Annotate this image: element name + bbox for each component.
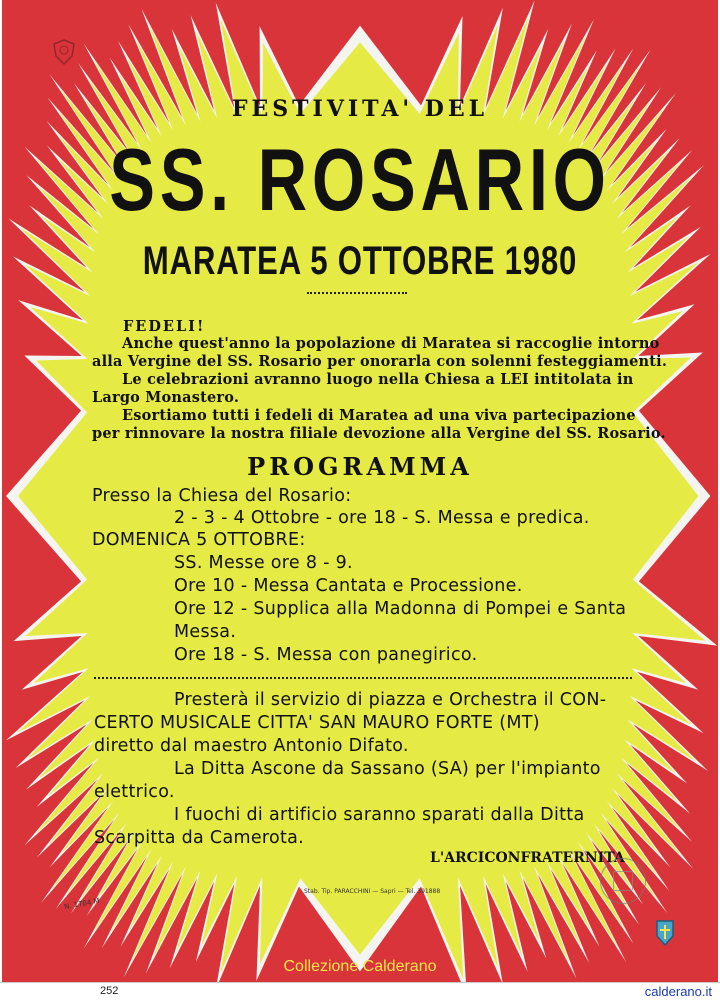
notes-line: La Ditta Ascone da Sassano (SA) per l'impianto: [174, 759, 601, 779]
program-line: SS. Messe ore 8 - 9.: [174, 553, 353, 573]
poster-title: SS. ROSARIO: [109, 130, 611, 229]
poster-kicker: FESTIVITA' DEL: [231, 96, 489, 122]
program-line: Ore 10 - Messa Cantata e Processione.: [174, 576, 523, 596]
collection-label: Collezione Calderano: [283, 958, 437, 975]
crest-icon: [654, 918, 676, 948]
intro-line: alla Vergine del SS. Rosario per onorarla con solenni festeggiamenti.: [92, 353, 668, 370]
poster-subtitle: MARATEA 5 OTTOBRE 1980: [142, 239, 578, 283]
program-line: Messa.: [174, 622, 237, 642]
title-divider: [307, 292, 407, 294]
notes-line: Scarpitta da Camerota.: [94, 828, 305, 848]
poster: [2, 0, 718, 982]
notes-line: elettrico.: [94, 782, 175, 802]
program-divider: [94, 677, 632, 679]
intro-line: Anche quest'anno la popolazione di Maratea si raccoglie intorno: [122, 335, 660, 352]
intro-line: Le celebrazioni avranno luogo nella Chiesa a LEI intitolata in: [122, 371, 634, 388]
program-line: Ore 12 - Supplica alla Madonna di Pompei e Santa: [174, 599, 627, 619]
website-link[interactable]: calderano.it: [644, 984, 712, 999]
program-line: Presso la Chiesa del Rosario:: [92, 486, 352, 506]
program-line: 2 - 3 - 4 Ottobre - ore 18 - S. Messa e predica.: [174, 508, 590, 528]
printer-imprint: Stab. Tip. PARACCHINI — Sapri — Tel. 391888: [304, 888, 441, 895]
notes-line: diretto dal maestro Antonio Difato.: [94, 736, 409, 756]
program-heading: PROGRAMMA: [247, 452, 473, 481]
signature: L'ARCICONFRATERNITA: [430, 850, 625, 866]
intro-line: FEDELI!: [123, 318, 206, 335]
intro-line: Esortiamo tutti i fedeli di Maratea ad una viva partecipazione: [122, 407, 636, 424]
notes-line: CERTO MUSICALE CITTA' SAN MAURO FORTE (MT): [94, 713, 540, 733]
notes-line: Presterà il servizio di piazza e Orchestra il CON-: [174, 690, 607, 710]
intro-line: per rinnovare la nostra filiale devozione alla Vergine del SS. Rosario.: [92, 425, 666, 442]
intro-line: Largo Monastero.: [92, 389, 240, 406]
page-number: 252: [100, 985, 119, 997]
program-line: Ore 18 - S. Messa con panegirico.: [174, 645, 478, 665]
emblem-icon: [52, 38, 76, 66]
serial-number: N. 1704 M: [63, 896, 101, 912]
footer-bar: [0, 982, 720, 1001]
program-line: DOMENICA 5 OTTOBRE:: [92, 530, 306, 550]
tax-stamp: [600, 858, 646, 904]
notes-line: I fuochi di artificio saranno sparati dalla Ditta: [174, 805, 585, 825]
